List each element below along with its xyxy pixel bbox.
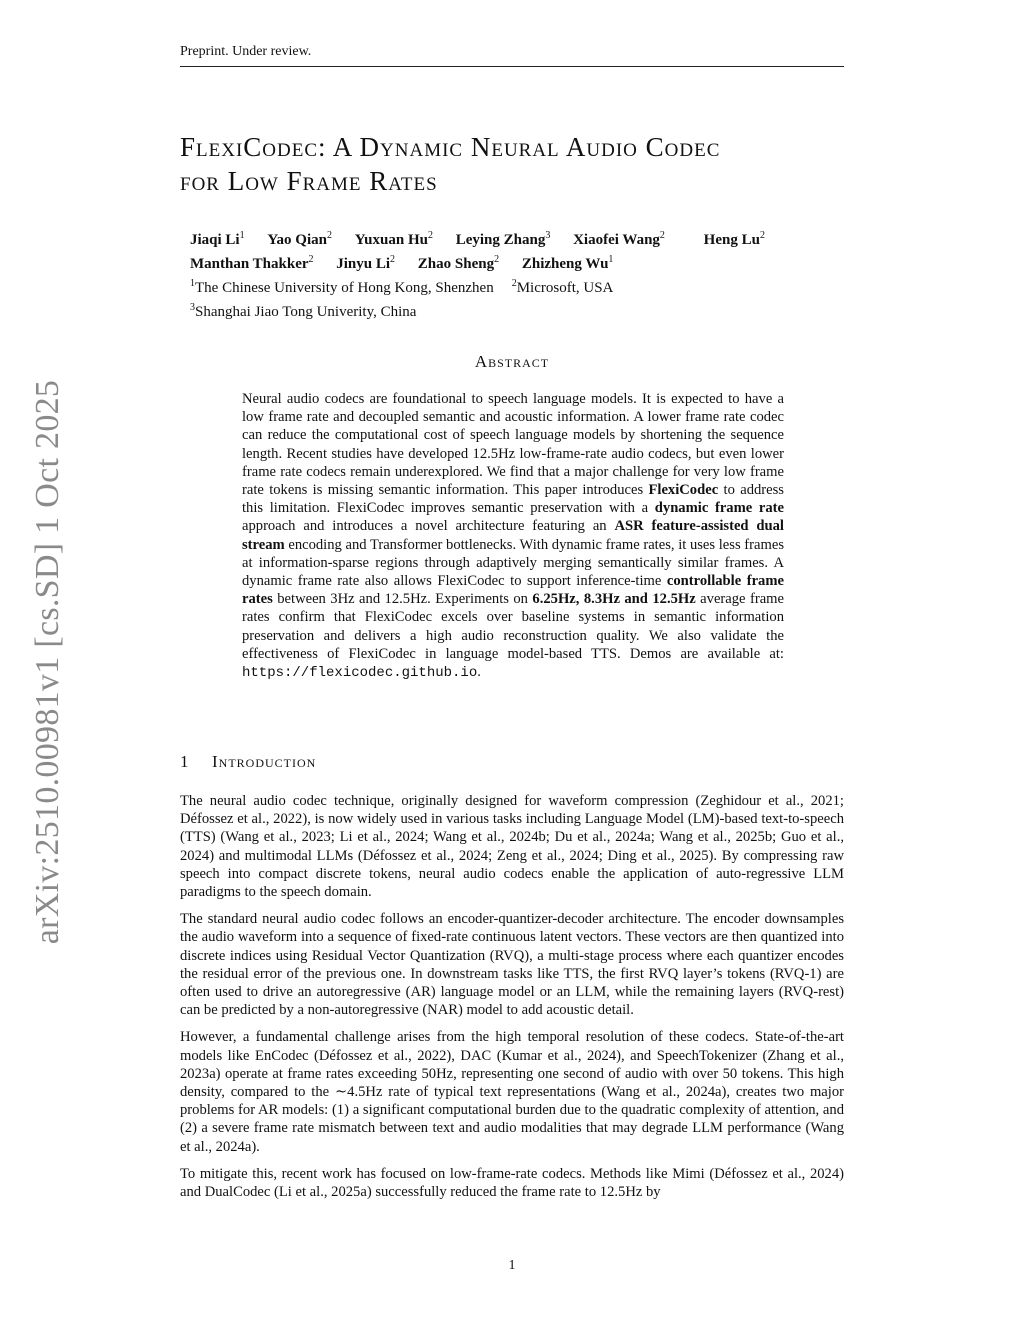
- author: Heng Lu$^2$: [703, 230, 765, 248]
- paragraph: However, a fundamental challenge arises from the high temporal resolution of these codecs. State-of-the-art models like EnCodec (Défossez et al., 2022), DAC (Kumar et al., 2024), and SpeechTokenizer (Zhang et al., 2023a) operate at frame rates exceeding 50Hz, representing one second of audio with over 50 tokens. This high density, compared to the ∼4.5Hz rate of typical text representations (Wang et al., 2024a), creates two major problems for AR models: (1) a significant computational burden due to the quadratic complexity of attention, and (2) a severe frame rate mismatch between text and audio modalities that may degrade LLM performance (Wang et al., 2024a).: [180, 1029, 844, 1155]
- affiliation-row-1: $^1$The Chinese University of Hong Kong, Shenzhen $^2$Microsoft, USA: [190, 278, 614, 296]
- author: Jinyu Li$^2$: [336, 254, 396, 272]
- author-block: [190, 226, 830, 322]
- paper-title: [180, 130, 844, 198]
- paragraph: The neural audio codec technique, originally designed for waveform compression (Zeghidour et al., 2021; Défossez et al., 2022), is now widely used in various tasks including Language Model (LM)-based text-to-speech (TTS) (Wang et al., 2023; Li et al., 2024; Wang et al., 2024b; Du et al., 2024a; Wang et al., 2025b; Guo et al., 2024) and multimodal LLMs (Défossez et al., 2024; Zeng et al., 2024; Ding et al., 2025). By compressing raw speech into compact discrete tokens, neural audio codecs enable the application of auto-regressive LLM paradigms to the speech domain.: [180, 793, 844, 901]
- author: Leying Zhang$^3$: [455, 230, 551, 248]
- title-line-1: FlexiCodec: A Dynamic Neural Audio Codec: [180, 132, 721, 162]
- affiliation: The Chinese University of Hong Kong, Shenzhen: [195, 280, 494, 296]
- affiliation-row-2: $^3$Shanghai Jiao Tong Univerity, China: [190, 302, 417, 320]
- author: Yuxuan Hu$^2$: [354, 230, 433, 248]
- section-number: 1: [180, 752, 190, 771]
- author: Zhao Sheng$^2$: [417, 254, 500, 272]
- section-body: [180, 792, 844, 1210]
- author-row-2: [190, 250, 830, 274]
- abstract-body: Neural audio codecs are foundational to speech language models. It is expected to have a low frame rate and decoupled semantic and acoustic information. A lower frame rate codec can reduce the computational cost of speech language models by shortening the sequence length. Recent studies have developed 12.5Hz low-frame-rate audio codecs, but even lower frame rate codecs remain underexplored. We find that a major challenge for very low frame rate tokens is missing semantic information. This paper introduces FlexiCodec to address this limitation. FlexiCodec improves semantic preservation with a dynamic frame rate approach and introduces a novel architecture featuring an ASR feature-assisted dual stream encoding and Transformer bottlenecks. With dynamic frame rates, it uses less frames at information-sparse regions through adaptively merging semantically similar frames. A dynamic frame rate also allows FlexiCodec to support inference-time controllable frame rates between 3Hz and 12.5Hz. Experiments on 6.25Hz, 8.3Hz and 12.5Hz average frame rates confirm that FlexiCodec excels over baseline systems in semantic information preservation and delivers a high audio reconstruction quality. We also validate the effectiveness of FlexiCodec in language model-based TTS. Demos are available at: https://flexicodec.github.io.: [242, 391, 784, 682]
- author-row-1: [190, 226, 830, 250]
- paragraph: To mitigate this, recent work has focused on low-frame-rate codecs. Methods like Mimi (Défossez et al., 2024) and DualCodec (Li et al., 2025a) successfully reduced the frame rate to 12.5Hz by: [180, 1165, 844, 1201]
- section-heading: [180, 752, 844, 772]
- author: Xiaofei Wang$^2$: [573, 230, 665, 248]
- running-head: Preprint. Under review.: [180, 44, 312, 59]
- demo-link[interactable]: https://flexicodec.github.io: [242, 665, 478, 682]
- section-title: Introduction: [212, 752, 317, 771]
- author: Jiaqi Li$^1$: [190, 230, 245, 248]
- title-line-2: for Low Frame Rates: [180, 166, 438, 196]
- abstract-heading: Abstract: [474, 352, 550, 371]
- arxiv-identifier: arXiv:2510.00981v1 [cs.SD] 1 Oct 2025: [29, 379, 66, 945]
- author: Manthan Thakker$^2$: [190, 254, 314, 272]
- affiliation: Microsoft, USA: [516, 280, 614, 296]
- author: Yao Qian$^2$: [267, 230, 332, 248]
- page-number: 1: [508, 1258, 516, 1273]
- paragraph: The standard neural audio codec follows an encoder-quantizer-decoder architecture. The encoder downsamples the audio waveform into a sequence of fixed-rate continuous latent vectors. These vectors are then quantized into discrete indices using Residual Vector Quantization (RVQ), a multi-stage process where each quantizer encodes the residual error of the previous one. In downstream tasks like TTS, the first RVQ layer’s tokens (RVQ-1) are often used to drive an autoregressive (AR) language model or an LLM, while the remaining layers (RVQ-rest) can be predicted by a non-autoregressive (NAR) model to add acoustic detail.: [180, 911, 844, 1019]
- header-rule: [180, 66, 844, 67]
- author: Zhizheng Wu$^1$: [521, 254, 614, 272]
- affiliation: Shanghai Jiao Tong Univerity, China: [195, 304, 417, 320]
